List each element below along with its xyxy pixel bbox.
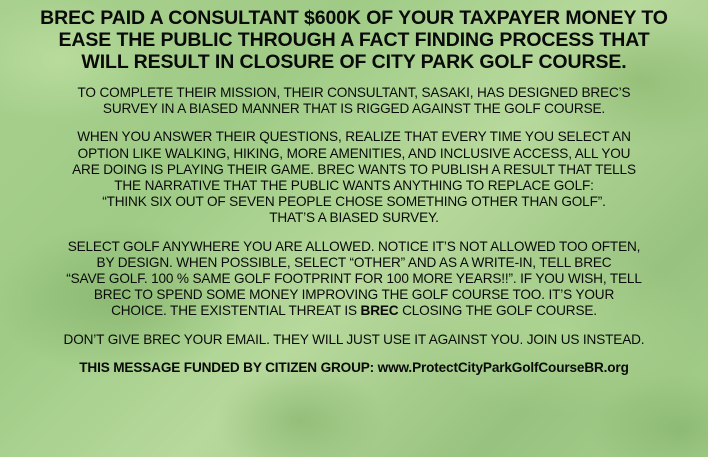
paragraph-line: ARE DOING IS PLAYING THEIR GAME. BREC WANTS TO PUBLISH A RESULT THAT TELLS: [72, 161, 636, 177]
headline-line: EASE THE PUBLIC THROUGH A FACT FINDING PROCESS THAT: [58, 29, 650, 51]
funded-by-text: THIS MESSAGE FUNDED BY CITIZEN GROUP: www.ProtectCityParkGolfCourseBR.org: [79, 359, 629, 375]
paragraph-line: [12, 303, 696, 319]
paragraph-line: DON’T GIVE BREC YOUR EMAIL. THEY WILL JUST USE IT AGAINST YOU. JOIN US INSTEAD.: [63, 331, 645, 347]
headline-line: WILL RESULT IN CLOSURE OF CITY PARK GOLF COURSE.: [81, 51, 627, 73]
headline-line: BREC PAID A CONSULTANT $600K OF YOUR TAXPAYER MONEY TO: [40, 7, 668, 29]
paragraph-text: CHOICE. THE EXISTENTIAL THREAT IS: [111, 303, 361, 319]
paragraph-line: SURVEY IN A BIASED MANNER THAT IS RIGGED AGAINST THE GOLF COURSE.: [102, 101, 606, 117]
paragraph-line: THAT’S A BIASED SURVEY.: [269, 210, 439, 226]
paragraph-line: THE NARRATIVE THAT THE PUBLIC WANTS ANYTHING TO REPLACE GOLF:: [114, 178, 594, 194]
paragraph-line: WHEN YOU ANSWER THEIR QUESTIONS, REALIZE THAT EVERY TIME YOU SELECT AN: [77, 129, 631, 145]
paragraph-line: TO COMPLETE THEIR MISSION, THEIR CONSULTANT, SASAKI, HAS DESIGNED BREC’S: [77, 85, 631, 100]
paragraph-text: CLOSING THE GOLF COURSE.: [398, 303, 597, 319]
headline: [12, 7, 696, 73]
paragraph-line: “SAVE GOLF. 100 % SAME GOLF FOOTPRINT FOR 100 MORE YEARS!!”. IF YOU WISH, TELL: [66, 271, 642, 287]
paragraph-email-warning: [12, 332, 696, 348]
paragraph-survey-questions: [12, 129, 696, 226]
paragraph-line: BREC TO SPEND SOME MONEY IMPROVING THE GOLF COURSE TOO. IT’S YOUR: [93, 287, 615, 303]
paragraph-select-golf: [12, 239, 696, 320]
funded-by-notice: [12, 360, 696, 376]
brec-emphasis: BREC: [360, 303, 399, 319]
paragraph-consultant: [12, 85, 696, 117]
paragraph-line: “THINK SIX OUT OF SEVEN PEOPLE CHOSE SOMETHING OTHER THAN GOLF”.: [102, 194, 606, 210]
paragraph-line: SELECT GOLF ANYWHERE YOU ARE ALLOWED. NOTICE IT’S NOT ALLOWED TOO OFTEN,: [67, 238, 641, 254]
paragraph-line: BY DESIGN. WHEN POSSIBLE, SELECT “OTHER” AND AS A WRITE-IN, TELL BREC: [96, 254, 612, 270]
paragraph-line: OPTION LIKE WALKING, HIKING, MORE AMENITIES, AND INCLUSIVE ACCESS, ALL YOU: [77, 145, 631, 161]
